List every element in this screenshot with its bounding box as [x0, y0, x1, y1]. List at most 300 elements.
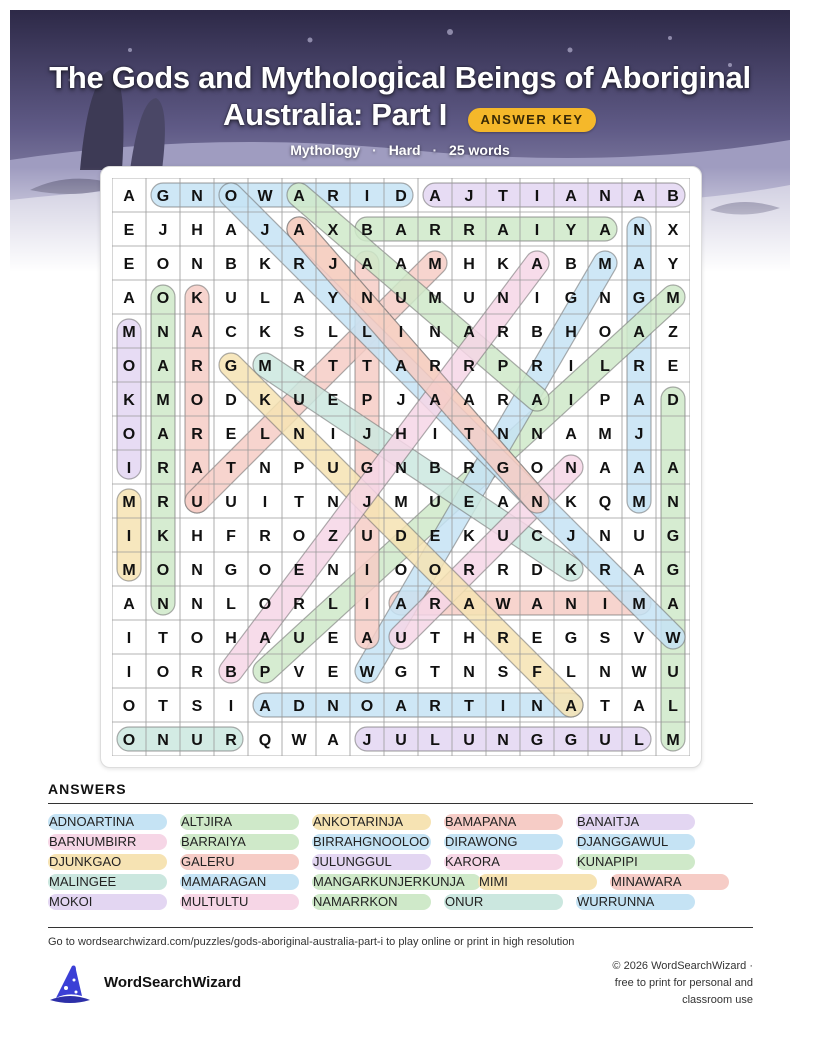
grid-letter[interactable]: G — [564, 732, 578, 749]
grid-letter[interactable]: M — [428, 256, 442, 273]
grid-letter[interactable]: I — [126, 460, 132, 477]
grid-letter[interactable]: U — [599, 732, 611, 749]
grid-letter[interactable]: O — [394, 562, 408, 579]
grid-letter[interactable]: U — [225, 290, 237, 307]
grid-letter[interactable]: G — [632, 290, 646, 307]
grid-letter[interactable]: A — [565, 426, 577, 443]
grid-letter[interactable]: U — [327, 460, 339, 477]
grid-letter[interactable]: L — [362, 324, 372, 341]
grid-letter[interactable]: A — [599, 222, 611, 239]
grid-letter[interactable]: Z — [668, 324, 678, 341]
grid-letter[interactable]: A — [123, 290, 135, 307]
grid-letter[interactable]: I — [364, 188, 370, 205]
grid-letter[interactable]: A — [531, 392, 543, 409]
grid-letter[interactable]: A — [667, 596, 679, 613]
grid-letter[interactable]: U — [429, 494, 441, 511]
grid-letter[interactable]: G — [394, 664, 408, 681]
grid-letter[interactable]: B — [225, 256, 237, 273]
grid-letter[interactable]: A — [123, 596, 135, 613]
grid-letter[interactable]: O — [122, 698, 136, 715]
grid-letter[interactable]: O — [122, 732, 136, 749]
grid-letter[interactable]: N — [565, 596, 577, 613]
grid-letter[interactable]: M — [666, 290, 680, 307]
grid-letter[interactable]: A — [157, 426, 169, 443]
grid-letter[interactable]: A — [429, 188, 441, 205]
grid-letter[interactable]: N — [327, 562, 339, 579]
grid-letter[interactable]: J — [158, 222, 168, 239]
grid-letter[interactable]: E — [327, 630, 339, 647]
answer-word: DJANGGAWUL — [576, 834, 695, 850]
grid-letter[interactable]: A — [395, 222, 407, 239]
grid-letter[interactable]: L — [226, 596, 236, 613]
grid-letter[interactable]: I — [364, 562, 370, 579]
grid-letter[interactable]: E — [667, 358, 679, 375]
answer-word: MULTULTU — [180, 894, 299, 910]
grid-letter[interactable]: I — [262, 494, 268, 511]
grid-letter[interactable]: A — [395, 698, 407, 715]
grid-letter[interactable]: A — [463, 392, 475, 409]
copyright-line: free to print for personal and — [614, 977, 753, 989]
grid-letter[interactable]: W — [495, 596, 511, 613]
grid-letter[interactable]: U — [395, 290, 407, 307]
grid-letter[interactable]: O — [258, 596, 272, 613]
grid-letter[interactable]: K — [191, 290, 203, 307]
grid-letter[interactable]: U — [497, 528, 509, 545]
grid-letter[interactable]: T — [362, 358, 372, 375]
grid-letter[interactable]: J — [362, 732, 372, 749]
grid-letter[interactable]: R — [599, 562, 611, 579]
grid-letter[interactable]: W — [359, 664, 375, 681]
grid-letter[interactable]: R — [497, 324, 509, 341]
grid-letter[interactable]: H — [565, 324, 577, 341]
grid-letter[interactable]: C — [531, 528, 543, 545]
grid-letter[interactable]: O — [122, 426, 136, 443]
grid-letter[interactable]: I — [398, 324, 404, 341]
grid-letter[interactable]: R — [259, 528, 271, 545]
grid-letter[interactable]: R — [225, 732, 237, 749]
grid-letter[interactable]: N — [599, 188, 611, 205]
grid-letter[interactable]: R — [429, 698, 441, 715]
grid-letter[interactable]: J — [362, 426, 372, 443]
grid-letter[interactable]: A — [463, 596, 475, 613]
grid-letter[interactable]: U — [293, 630, 305, 647]
grid-letter[interactable]: B — [565, 256, 577, 273]
grid-letter[interactable]: I — [432, 426, 438, 443]
grid-letter[interactable]: J — [634, 426, 644, 443]
grid-letter[interactable]: M — [666, 732, 680, 749]
grid-letter[interactable]: N — [157, 324, 169, 341]
grid-letter[interactable]: A — [191, 460, 203, 477]
grid-letter[interactable]: O — [156, 562, 170, 579]
grid-letter[interactable]: T — [226, 460, 236, 477]
grid-letter[interactable]: R — [463, 358, 475, 375]
grid-letter[interactable]: J — [464, 188, 474, 205]
grid-letter[interactable]: S — [497, 664, 509, 681]
grid-letter[interactable]: P — [259, 664, 271, 681]
grid-letter[interactable]: M — [632, 494, 646, 511]
grid-letter[interactable]: L — [430, 732, 440, 749]
grid-letter[interactable]: E — [225, 426, 237, 443]
grid-letter[interactable]: A — [327, 732, 339, 749]
grid-letter[interactable]: N — [361, 290, 373, 307]
grid-letter[interactable]: N — [599, 528, 611, 545]
grid-letter[interactable]: B — [531, 324, 543, 341]
grid-letter[interactable]: N — [191, 562, 203, 579]
grid-letter[interactable]: O — [122, 358, 136, 375]
grid-letter[interactable]: B — [361, 222, 373, 239]
grid-letter[interactable]: R — [327, 188, 339, 205]
grid-letter[interactable]: E — [327, 664, 339, 681]
grid-letter[interactable]: R — [497, 392, 509, 409]
grid-letter[interactable]: G — [530, 732, 544, 749]
grid-letter[interactable]: H — [463, 256, 475, 273]
grid-letter[interactable]: N — [293, 426, 305, 443]
grid-letter[interactable]: O — [360, 698, 374, 715]
grid-letter[interactable]: R — [293, 358, 305, 375]
grid-letter[interactable]: R — [463, 460, 475, 477]
grid-letter[interactable]: R — [531, 358, 543, 375]
grid-letter[interactable]: A — [667, 460, 679, 477]
grid-letter[interactable]: A — [531, 596, 543, 613]
grid-letter[interactable]: L — [668, 698, 678, 715]
grid-letter[interactable]: Z — [328, 528, 338, 545]
grid-letter[interactable]: F — [532, 664, 542, 681]
grid-letter[interactable]: L — [328, 324, 338, 341]
grid-letter[interactable]: I — [534, 188, 540, 205]
grid-letter[interactable]: O — [190, 630, 204, 647]
grid-letter[interactable]: O — [224, 188, 238, 205]
grid-letter[interactable]: G — [156, 188, 170, 205]
grid-letter[interactable]: W — [257, 188, 273, 205]
grid-letter[interactable]: A — [361, 630, 373, 647]
copyright — [553, 958, 753, 1009]
grid-letter[interactable]: U — [463, 732, 475, 749]
grid-letter[interactable]: X — [667, 222, 679, 239]
grid-letter[interactable]: Y — [667, 256, 679, 273]
grid-letter[interactable]: L — [328, 596, 338, 613]
grid-letter[interactable]: I — [126, 528, 132, 545]
grid-letter[interactable]: A — [259, 630, 271, 647]
grid-letter[interactable]: G — [360, 460, 374, 477]
grid-letter[interactable]: I — [534, 222, 540, 239]
grid-letter[interactable]: A — [191, 324, 203, 341]
grid-letter[interactable]: N — [497, 732, 509, 749]
grid-letter[interactable]: H — [191, 222, 203, 239]
grid-letter[interactable]: T — [600, 698, 610, 715]
grid-letter[interactable]: B — [225, 664, 237, 681]
grid-letter[interactable]: V — [293, 664, 305, 681]
grid-letter[interactable]: M — [428, 290, 442, 307]
grid-letter[interactable]: U — [395, 732, 407, 749]
grid-letter[interactable]: N — [327, 698, 339, 715]
grid-letter[interactable]: Y — [327, 290, 339, 307]
grid-letter[interactable]: A — [395, 256, 407, 273]
grid-letter[interactable]: U — [293, 392, 305, 409]
grid-letter[interactable]: O — [530, 460, 544, 477]
grid-letter[interactable]: R — [191, 358, 203, 375]
grid-letter[interactable]: M — [122, 324, 136, 341]
grid-letter[interactable]: K — [565, 562, 577, 579]
grid-letter[interactable]: A — [225, 222, 237, 239]
grid-letter[interactable]: I — [534, 290, 540, 307]
grid-letter[interactable]: N — [497, 290, 509, 307]
grid-letter[interactable]: Q — [258, 732, 272, 749]
grid-letter[interactable]: R — [157, 460, 169, 477]
grid-letter[interactable]: N — [599, 290, 611, 307]
grid-letter[interactable]: A — [633, 188, 645, 205]
grid-letter[interactable]: T — [294, 494, 304, 511]
grid-letter[interactable]: T — [158, 698, 168, 715]
grid-letter[interactable]: K — [157, 528, 169, 545]
grid-letter[interactable]: K — [259, 392, 271, 409]
grid-letter[interactable]: I — [126, 630, 132, 647]
grid-letter[interactable]: I — [228, 698, 234, 715]
grid-letter[interactable]: U — [191, 494, 203, 511]
grid-letter[interactable]: R — [633, 358, 645, 375]
grid-letter[interactable]: K — [565, 494, 577, 511]
grid-letter[interactable]: A — [633, 562, 645, 579]
grid-letter[interactable]: G — [564, 630, 578, 647]
answer-word: ONUR — [444, 894, 563, 910]
grid-letter[interactable]: J — [260, 222, 270, 239]
grid-letter[interactable]: L — [634, 732, 644, 749]
grid-letter[interactable]: A — [633, 256, 645, 273]
grid-letter[interactable]: U — [361, 528, 373, 545]
grid-letter[interactable]: T — [328, 358, 338, 375]
grid-letter[interactable]: A — [531, 256, 543, 273]
word-search-grid[interactable] — [112, 178, 690, 756]
grid-letter[interactable]: A — [293, 188, 305, 205]
grid-letter[interactable]: J — [328, 256, 338, 273]
grid-letter[interactable]: W — [665, 630, 681, 647]
grid-letter[interactable]: J — [362, 494, 372, 511]
grid-letter[interactable]: T — [464, 698, 474, 715]
grid-letter[interactable]: O — [428, 562, 442, 579]
grid-letter[interactable]: A — [633, 324, 645, 341]
grid-letter[interactable]: K — [463, 528, 475, 545]
grid-letter[interactable]: K — [259, 256, 271, 273]
grid-letter[interactable]: R — [497, 630, 509, 647]
grid-letter[interactable]: I — [602, 596, 608, 613]
grid-letter[interactable]: G — [496, 460, 510, 477]
grid-letter[interactable]: R — [191, 426, 203, 443]
grid-letter[interactable]: P — [361, 392, 373, 409]
grid-letter[interactable]: G — [224, 358, 238, 375]
grid-letter[interactable]: A — [565, 188, 577, 205]
grid-letter[interactable]: M — [122, 562, 136, 579]
grid-letter[interactable]: O — [598, 324, 612, 341]
grid-letter[interactable]: U — [463, 290, 475, 307]
grid-letter[interactable]: R — [429, 596, 441, 613]
grid-letter[interactable]: R — [429, 222, 441, 239]
grid-letter[interactable]: H — [463, 630, 475, 647]
grid-letter[interactable]: A — [157, 358, 169, 375]
grid-letter[interactable]: U — [225, 494, 237, 511]
grid-letter[interactable]: N — [667, 494, 679, 511]
grid-letter[interactable]: M — [598, 256, 612, 273]
grid-letter[interactable]: N — [191, 188, 203, 205]
grid-letter[interactable]: F — [226, 528, 236, 545]
grid-letter[interactable]: T — [464, 426, 474, 443]
grid-letter[interactable]: E — [531, 630, 543, 647]
grid-letter[interactable]: A — [463, 324, 475, 341]
grid-letter[interactable]: M — [258, 358, 272, 375]
grid-letter[interactable]: O — [156, 256, 170, 273]
grid-letter[interactable]: T — [430, 630, 440, 647]
grid-letter[interactable]: L — [260, 290, 270, 307]
grid-letter[interactable]: D — [395, 528, 407, 545]
grid-letter[interactable]: E — [327, 392, 339, 409]
grid-letter[interactable]: A — [497, 494, 509, 511]
grid-letter[interactable]: M — [598, 426, 612, 443]
grid-letter[interactable]: A — [361, 256, 373, 273]
grid-letter[interactable]: N — [191, 596, 203, 613]
grid-letter[interactable]: N — [531, 698, 543, 715]
grid-letter[interactable]: A — [395, 358, 407, 375]
grid-letter[interactable]: A — [395, 596, 407, 613]
grid-letter[interactable]: R — [293, 596, 305, 613]
grid-letter[interactable]: N — [395, 460, 407, 477]
grid-letter[interactable]: P — [599, 392, 611, 409]
grid-letter[interactable]: S — [599, 630, 611, 647]
grid-letter[interactable]: K — [497, 256, 509, 273]
grid-letter[interactable]: X — [327, 222, 339, 239]
grid-letter[interactable]: O — [258, 562, 272, 579]
grid-letter[interactable]: Q — [598, 494, 612, 511]
grid-letter[interactable]: A — [633, 698, 645, 715]
grid-letter[interactable]: O — [292, 528, 306, 545]
grid-letter[interactable]: E — [123, 222, 135, 239]
grid-letter[interactable]: D — [225, 392, 237, 409]
grid-letter[interactable]: N — [531, 494, 543, 511]
grid-letter[interactable]: A — [565, 698, 577, 715]
grid-letter[interactable]: T — [498, 188, 508, 205]
grid-letter[interactable]: P — [293, 460, 305, 477]
grid-letter[interactable]: B — [667, 188, 679, 205]
grid-letter[interactable]: G — [224, 562, 238, 579]
grid-letter[interactable]: M — [632, 596, 646, 613]
grid-letter[interactable]: J — [566, 528, 576, 545]
grid-letter[interactable]: H — [191, 528, 203, 545]
grid-letter[interactable]: M — [394, 494, 408, 511]
grid-letter[interactable]: I — [500, 698, 506, 715]
grid-letter[interactable]: A — [599, 460, 611, 477]
grid-letter[interactable]: D — [395, 188, 407, 205]
grid-letter[interactable]: A — [497, 222, 509, 239]
grid-letter[interactable]: V — [633, 630, 645, 647]
grid-letter[interactable]: P — [497, 358, 509, 375]
grid-letter[interactable]: N — [429, 324, 441, 341]
grid-letter[interactable]: M — [156, 392, 170, 409]
meta-separator: · — [432, 142, 438, 158]
grid-letter[interactable]: G — [666, 528, 680, 545]
grid-letter[interactable]: A — [259, 698, 271, 715]
grid-letter[interactable]: H — [395, 426, 407, 443]
grid-letter[interactable]: D — [293, 698, 305, 715]
grid-letter[interactable]: R — [463, 562, 475, 579]
footer-link[interactable]: Go to wordsearchwizard.com/puzzles/gods-aboriginal-australia-part-i to play online or print in high resolution — [48, 936, 575, 948]
grid-letter[interactable]: T — [430, 664, 440, 681]
grid-letter[interactable]: A — [633, 460, 645, 477]
grid-letter[interactable]: N — [157, 732, 169, 749]
grid-letter[interactable]: O — [190, 392, 204, 409]
grid-letter[interactable]: B — [429, 460, 441, 477]
grid-letter[interactable]: A — [293, 222, 305, 239]
grid-letter[interactable]: L — [260, 426, 270, 443]
grid-letter[interactable]: E — [123, 256, 135, 273]
answer-word: MAMARAGAN — [180, 874, 299, 890]
grid-letter[interactable]: N — [463, 664, 475, 681]
grid-letter[interactable]: N — [599, 664, 611, 681]
wizard-hat-icon — [46, 962, 94, 1006]
grid-letter[interactable]: N — [157, 596, 169, 613]
grid-letter[interactable]: A — [633, 392, 645, 409]
grid-letter[interactable]: I — [364, 596, 370, 613]
grid-letter[interactable]: W — [631, 664, 647, 681]
grid-letter[interactable]: I — [568, 358, 574, 375]
grid-letter[interactable]: O — [156, 664, 170, 681]
grid-letter[interactable]: N — [565, 460, 577, 477]
grid-letter[interactable]: K — [259, 324, 271, 341]
grid-letter[interactable]: A — [123, 188, 135, 205]
grid-letter[interactable]: N — [327, 494, 339, 511]
grid-letter[interactable]: M — [122, 494, 136, 511]
grid-letter[interactable]: R — [157, 494, 169, 511]
grid-letter[interactable]: I — [330, 426, 336, 443]
grid-letter[interactable]: N — [497, 426, 509, 443]
grid-letter[interactable]: N — [191, 256, 203, 273]
puzzle-meta — [0, 142, 800, 158]
answer-word: MALINGEE — [48, 874, 167, 890]
grid-letter[interactable]: O — [156, 290, 170, 307]
grid-letter[interactable]: S — [191, 698, 203, 715]
grid-letter[interactable]: Y — [565, 222, 577, 239]
grid-letter[interactable]: R — [293, 256, 305, 273]
grid-letter[interactable]: E — [293, 562, 305, 579]
grid-letter[interactable]: R — [191, 664, 203, 681]
grid-letter[interactable]: A — [429, 392, 441, 409]
grid-letter[interactable]: R — [463, 222, 475, 239]
grid-letter[interactable]: U — [395, 630, 407, 647]
grid-letter[interactable]: U — [191, 732, 203, 749]
grid-letter[interactable]: D — [667, 392, 679, 409]
grid-letter[interactable]: K — [123, 392, 135, 409]
grid-letter[interactable]: H — [225, 630, 237, 647]
grid-letter[interactable]: L — [566, 664, 576, 681]
grid-letter[interactable]: G — [564, 290, 578, 307]
grid-letter[interactable]: E — [429, 528, 441, 545]
grid-letter[interactable]: G — [666, 562, 680, 579]
grid-letter[interactable]: N — [259, 460, 271, 477]
grid-letter[interactable]: J — [396, 392, 406, 409]
grid-letter[interactable]: T — [158, 630, 168, 647]
grid-letter[interactable]: N — [531, 426, 543, 443]
grid-letter[interactable]: U — [667, 664, 679, 681]
grid-letter[interactable]: U — [633, 528, 645, 545]
grid-letter[interactable]: W — [291, 732, 307, 749]
grid-letter[interactable]: C — [225, 324, 237, 341]
grid-letter[interactable]: I — [568, 392, 574, 409]
grid-letter[interactable]: R — [429, 358, 441, 375]
grid-letter[interactable]: S — [293, 324, 305, 341]
grid-letter[interactable]: N — [633, 222, 645, 239]
grid-letter[interactable]: I — [126, 664, 132, 681]
grid-letter[interactable]: R — [497, 562, 509, 579]
grid-letter[interactable]: E — [463, 494, 475, 511]
grid-letter[interactable]: A — [293, 290, 305, 307]
grid-letter[interactable]: D — [531, 562, 543, 579]
grid-letter[interactable]: L — [600, 358, 610, 375]
